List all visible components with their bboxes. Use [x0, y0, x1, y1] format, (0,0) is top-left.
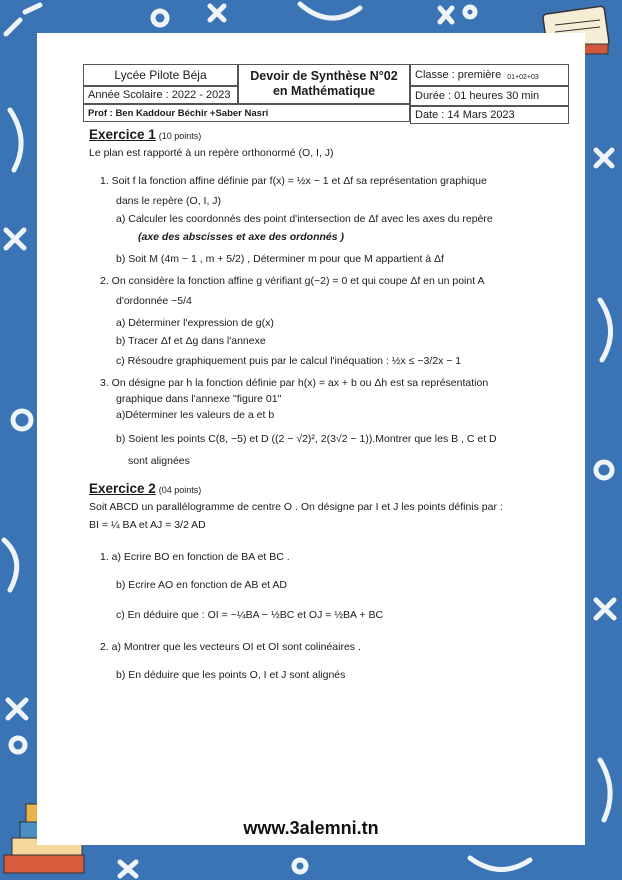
- ex1-q3b: b) Soient les points C(8, −5) et D ((2 − √2)², 2(3√2 − 1)).Montrer que les B , C et D: [116, 433, 497, 445]
- ex1-q3a: a)Déterminer les valeurs de a et b: [116, 409, 275, 421]
- ex2-points: (04 points): [158, 485, 202, 495]
- header-class: [410, 64, 569, 86]
- header-duration: Durée : 01 heures 30 min: [410, 86, 569, 106]
- header-prof: Prof : Ben Kaddour Béchir +Saber Nasri: [83, 104, 410, 122]
- exam-header: [83, 64, 569, 124]
- ex2-title: Exercice 2: [89, 481, 156, 496]
- header-class-label: Classe : première: [415, 69, 502, 81]
- ex1-q1a-note: (axe des abscisses et axe des ordonnés ): [138, 231, 345, 243]
- ex1-q1-line2: dans le repère (O, I, J): [116, 195, 222, 207]
- ex2-q1a: 1. a) Ecrire BO en fonction de BA et BC .: [100, 551, 290, 563]
- ex2-q1c: c) En déduire que : OI = −¼BA − ½BC et OJ = ½BA + BC: [116, 609, 384, 621]
- ex1-q1b: b) Soit M (4m − 1 , m + 5/2) , Déterminer m pour que M appartient à Δf: [116, 253, 444, 265]
- ex2-heading: [89, 482, 201, 497]
- header-year: Année Scolaire : 2022 - 2023: [83, 86, 238, 104]
- site-footer[interactable]: www.3alemni.tn: [243, 818, 379, 838]
- header-title-line2: en Mathématique: [272, 84, 376, 98]
- ex1-q1a: a) Calculer les coordonnés des point d'intersection de Δf avec les axes du repère: [116, 213, 493, 225]
- ex2-intro: Soit ABCD un parallélogramme de centre O . On désigne par I et J les points définis par :: [89, 501, 503, 513]
- ex1-q3-line2: graphique dans l'annexe "figure 01": [116, 393, 282, 405]
- ex1-q2c: c) Résoudre graphiquement puis par le calcul l'inéquation : ½x ≤ −3/2x − 1: [116, 355, 462, 367]
- ex2-q2a: 2. a) Montrer que les vecteurs OI et OI sont colinéaires .: [100, 641, 361, 653]
- ex1-q2-line2: d'ordonnée −5/4: [116, 295, 192, 307]
- ex1-q2a: a) Déterminer l'expression de g(x): [116, 317, 274, 329]
- ex1-intro: Le plan est rapporté à un repère orthonormé (O, I, J): [89, 147, 334, 159]
- ex2-definitions: BI = ¼ BA et AJ = 3/2 AD: [89, 519, 206, 531]
- ex2-q2b: b) En déduire que les points O, I et J sont alignés: [116, 669, 346, 681]
- header-school: Lycée Pilote Béja: [83, 64, 238, 86]
- ex1-q3: 3. On désigne par h la fonction définie par h(x) = ax + b ou Δh est sa représentation: [100, 377, 489, 389]
- ex1-heading: [89, 128, 201, 143]
- ex1-q3b-line2: sont alignées: [128, 455, 190, 467]
- header-class-groups: 01+02+03: [507, 73, 539, 81]
- ex1-points: (10 points): [158, 131, 202, 141]
- ex1-q1: 1. Soit f la fonction affine définie par f(x) = ½x − 1 et Δf sa représentation graphique: [100, 175, 487, 187]
- ex2-q1b: b) Ecrire AO en fonction de AB et AD: [116, 579, 288, 591]
- header-date: Date : 14 Mars 2023: [410, 106, 569, 124]
- header-title-line1: Devoir de Synthèse N°02: [250, 69, 398, 83]
- ex1-q2b: b) Tracer Δf et Δg dans l'annexe: [116, 335, 266, 347]
- ex1-title: Exercice 1: [89, 127, 156, 142]
- ex1-q2: 2. On considère la fonction affine g vérifiant g(−2) = 0 et qui coupe Δf en un point A: [100, 275, 485, 287]
- header-title: [238, 64, 410, 104]
